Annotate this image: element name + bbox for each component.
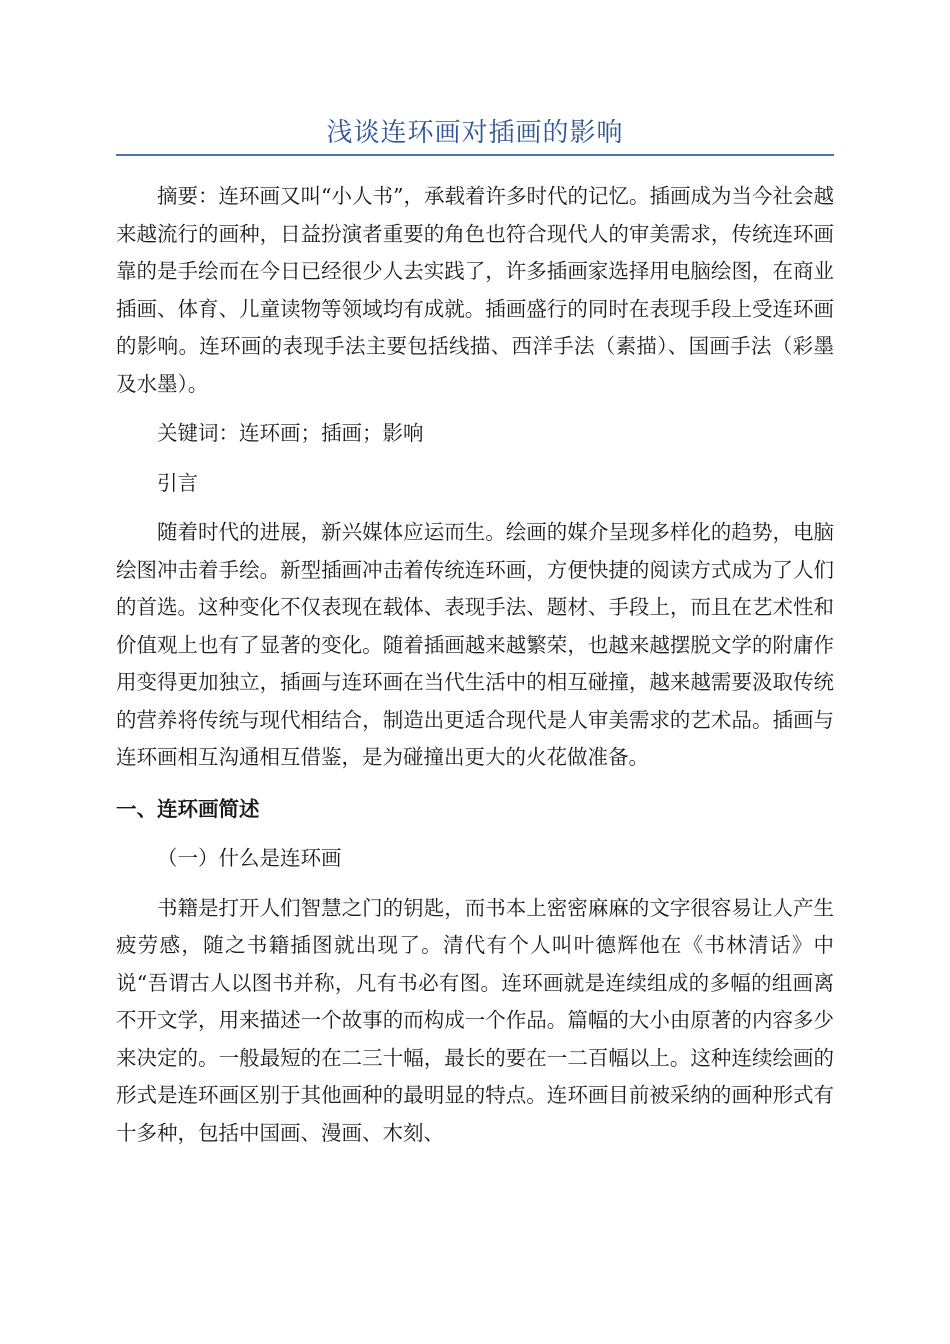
title-underline	[116, 154, 834, 156]
document-title: 浅谈连环画对插画的影响	[326, 118, 624, 148]
document-page	[116, 0, 834, 1152]
intro-paragraph: 随着时代的进展，新兴媒体应运而生。绘画的媒介呈现多样化的趋势，电脑绘图冲击着手绘。新型插画冲击着传统连环画，方便快捷的阅读方式成为了人们的首选。这种变化不仅表现在载体、表现手法、题材、手段上，而且在艺术性和价值观上也有了显著的变化。随着插画越来越繁荣，也越来越摆脱文学的附庸作用变得更加独立，插画与连环画在当代生活中的相互碰撞，越来越需要汲取传统的营养将传统与现代相结合，制造出更适合现代是人审美需求的艺术品。插画与连环画相互沟通相互借鉴，是为碰撞出更大的火花做准备。	[116, 520, 834, 769]
abstract-paragraph: 摘要：连环画又叫“小人书”，承载着许多时代的记忆。插画成为当今社会越来越流行的画种，日益扮演者重要的角色也符合现代人的审美需求，传统连环画靠的是手绘而在今日已经很少人去实践了，许多插画家选择用电脑绘图，在商业插画、体育、儿童读物等领域均有成就。插画盛行的同时在表现手段上受连环画的影响。连环画的表现手法主要包括线描、西洋手法（素描）、国画手法（彩墨及水墨）。	[116, 184, 834, 396]
section-paragraph: 书籍是打开人们智慧之门的钥匙，而书本上密密麻麻的文字很容易让人产生疲劳感，随之书籍插图就出现了。清代有个人叫叶德辉他在《书林清话》中说“吾谓古人以图书并称，凡有书必有图。连环画就是连续组成的多幅的组画离不开文学，用来描述一个故事的而构成一个作品。篇幅的大小由原著的内容多少来决定的。一般最短的在二三十幅，最长的要在一二百幅以上。这种连续绘画的形式是连环画区别于其他画种的最明显的特点。连环画目前被采纳的画种形式有十多种，包括中国画、漫画、木刻、	[116, 895, 834, 1145]
subsection-heading: （一）什么是连环画	[157, 846, 342, 870]
intro-heading: 引言	[157, 470, 198, 495]
section-heading: 一、连环画简述	[116, 796, 260, 821]
keywords-paragraph: 关键词：连环画；插画；影响	[157, 421, 424, 445]
